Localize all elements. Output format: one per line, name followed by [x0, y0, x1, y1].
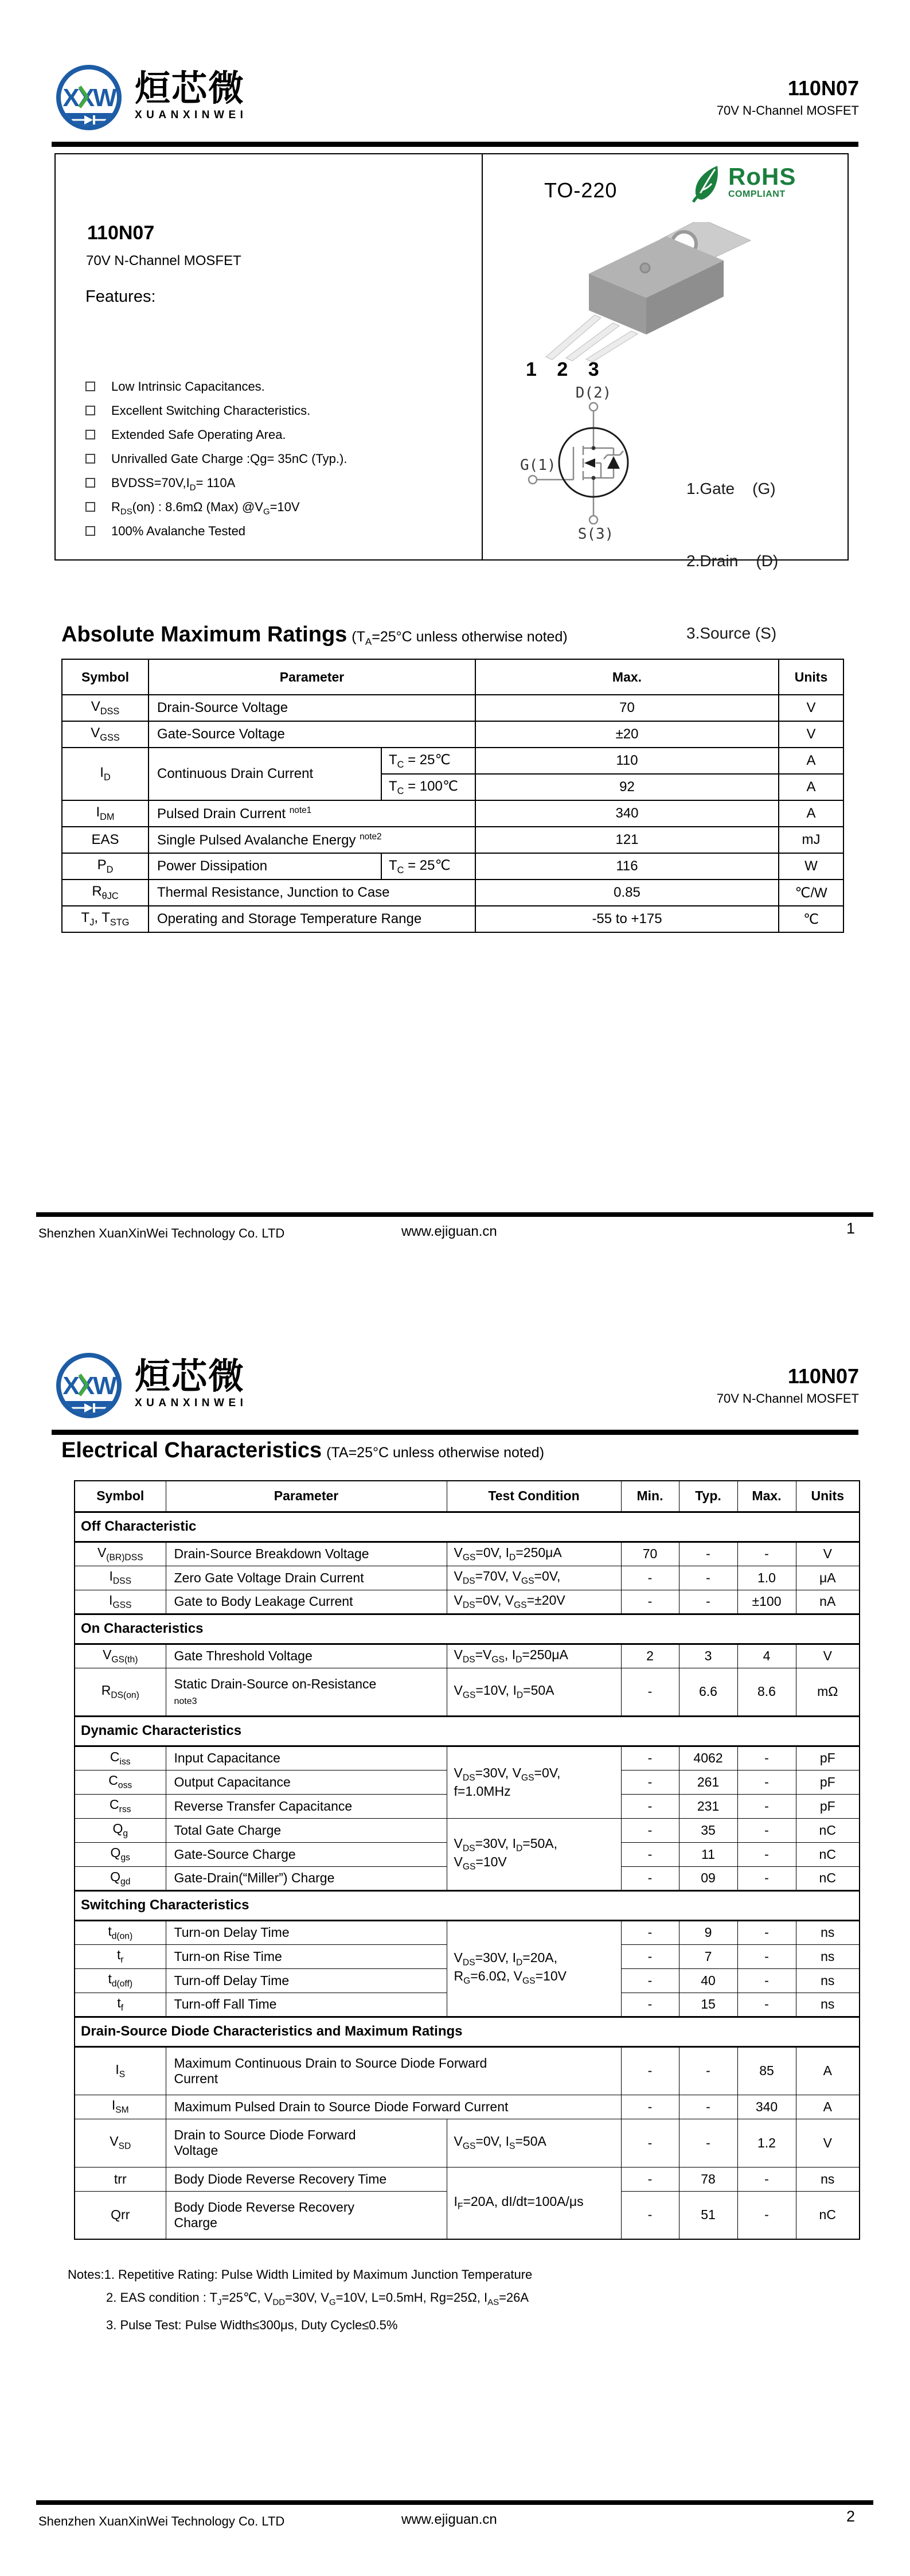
notes-block [68, 2263, 532, 2337]
col-header: Parameter [166, 1481, 447, 1512]
condition-cell: $V_{DS}=V_{GS}$, $I_D=250\mu A$ [447, 1644, 621, 1668]
max-cell: - [737, 1542, 796, 1566]
min-cell: - [621, 1770, 679, 1794]
symbol-cell: trr [75, 2167, 166, 2191]
parameter-cell: Single Pulsed Avalanche Energy $^{note2}$ [149, 827, 475, 853]
units-cell: nA [796, 1590, 860, 1614]
parameter-cell: Turn-off Delay Time [166, 1968, 447, 1993]
min-cell: - [621, 1668, 679, 1716]
feature-item [85, 403, 347, 427]
parameter-note: note3 [174, 1696, 197, 1706]
box-divider [482, 154, 483, 559]
symbol-cell: Qrr [75, 2191, 166, 2239]
checkbox-icon [85, 526, 95, 536]
pin-numbers-label: 1 2 3 [526, 359, 607, 380]
feature-text: Excellent Switching Characteristics. [111, 403, 311, 418]
max-cell: ±20 [475, 721, 779, 748]
brand-name-chinese: 烜芯微 [135, 1357, 245, 1396]
units-cell: ns [796, 1920, 860, 1944]
min-cell: - [621, 2167, 679, 2191]
min-cell: 70 [621, 1542, 679, 1566]
min-cell: - [621, 2046, 679, 2095]
units-cell: ℃ [779, 906, 843, 932]
company-logo [54, 1345, 247, 1426]
min-cell: - [621, 1968, 679, 1993]
symbol-cell: $Q_g$ [75, 1818, 166, 1842]
max-cell: 92 [475, 774, 779, 800]
box-part-number: 110N07 [87, 222, 155, 244]
col-header: Test Condition [447, 1481, 621, 1512]
feature-text: $R_{DS}(on)$ : 8.6mΩ (Max) $@V_G=10V$ [111, 500, 300, 517]
table-row [75, 1566, 860, 1590]
symbol-cell: $I_D$ [62, 748, 149, 800]
col-header: Max. [475, 659, 779, 695]
units-cell: μA [796, 1566, 860, 1590]
checkbox-icon [85, 430, 95, 439]
max-cell: 4 [737, 1644, 796, 1668]
leaf-icon [692, 165, 723, 203]
symbol-cell: EAS [62, 827, 149, 853]
max-cell: - [737, 1746, 796, 1770]
col-header: Min. [621, 1481, 679, 1512]
condition-cell: $I_F=20A$, dI/dt=100A/μs [447, 2167, 621, 2239]
typ-cell: 3 [679, 1644, 737, 1668]
page-number: 1 [846, 1220, 856, 1237]
parameter-cell: Body Diode Reverse Recovery Charge [166, 2191, 447, 2239]
units-cell: pF [796, 1746, 860, 1770]
table-row [62, 880, 843, 906]
feature-item [85, 476, 347, 500]
parameter-cell: Total Gate Charge [166, 1818, 447, 1842]
feature-text: 100% Avalanche Tested [111, 524, 246, 538]
table-row [62, 800, 843, 827]
brand-name-english: XUANXINWEI [135, 1397, 248, 1409]
symbol-cell: $V_{DSS}$ [62, 695, 149, 721]
typ-cell: 4062 [679, 1746, 737, 1770]
parameter-cell: Output Capacitance [166, 1770, 447, 1794]
table-row [75, 1644, 860, 1668]
min-cell: - [621, 1818, 679, 1842]
symbol-cell: $P_D$ [62, 853, 149, 880]
parameter-cell: Input Capacitance [166, 1746, 447, 1770]
symbol-cell: $C_{rss}$ [75, 1794, 166, 1818]
typ-cell: 7 [679, 1944, 737, 1968]
max-cell: 1.2 [737, 2119, 796, 2167]
max-cell: 110 [475, 748, 779, 774]
max-cell: - [737, 1818, 796, 1842]
condition-cell: $V_{DS}=30V$, $I_D=20A$, $R_G=6.0\Omega$, $V_{GS}=10V$ [447, 1920, 621, 2017]
max-cell: - [737, 2167, 796, 2191]
condition-cell: $T_C$ = 25℃ [381, 748, 475, 774]
to220-package-image [514, 222, 755, 372]
feature-item [85, 427, 347, 452]
symbol-cell: $R_{DS(on)}$ [75, 1668, 166, 1716]
units-cell: A [779, 748, 843, 774]
units-cell: nC [796, 2191, 860, 2239]
ec-section-heading [61, 1438, 544, 1463]
typ-cell: 35 [679, 1818, 737, 1842]
units-cell: mΩ [796, 1668, 860, 1716]
symbol-cell: $t_{d(off)}$ [75, 1968, 166, 1993]
note-line: 2. EAS condition : $T_J=25℃$, $V_{DD}=30V$, $V_G=10V$, L=0.5mH, Rg=25Ω, $I_{AS}=26A$ [106, 2290, 529, 2307]
header-title-block [717, 77, 859, 118]
units-cell: V [779, 695, 843, 721]
units-cell: A [796, 2046, 860, 2095]
parameter-cell: Body Diode Reverse Recovery Time [166, 2167, 447, 2191]
symbol-cell: $I_{SM}$ [75, 2095, 166, 2119]
mosfet-symbol-schematic [520, 384, 681, 550]
features-list [85, 379, 347, 548]
condition-cell: $T_C$ = 25℃ [381, 853, 475, 880]
table-row [75, 2095, 860, 2119]
typ-cell: 11 [679, 1842, 737, 1866]
typ-cell: - [679, 2046, 737, 2095]
units-cell: W [779, 853, 843, 880]
checkbox-icon [85, 406, 95, 415]
parameter-cell: Continuous Drain Current [149, 748, 381, 800]
part-family: 70V N-Channel MOSFET [716, 1391, 859, 1406]
box-part-family: 70V N-Channel MOSFET [86, 253, 241, 269]
max-cell: - [737, 1944, 796, 1968]
symbol-cell: $V_{GSS}$ [62, 721, 149, 748]
absolute-maximum-ratings-table [61, 659, 844, 933]
min-cell: - [621, 1866, 679, 1890]
max-cell: 340 [737, 2095, 796, 2119]
symbol-cell: $C_{iss}$ [75, 1746, 166, 1770]
table-row [75, 1590, 860, 1614]
symbol-cell: $V_{SD}$ [75, 2119, 166, 2167]
section-band-label: Switching Characteristics [75, 1890, 860, 1920]
package-name: TO-220 [544, 178, 618, 202]
min-cell: - [621, 1746, 679, 1770]
header-rule [52, 142, 858, 147]
feature-text: Unrivalled Gate Charge :Qg= 35nC (Typ.). [111, 452, 347, 466]
max-cell: - [737, 1770, 796, 1794]
parameter-cell: Turn-on Delay Time [166, 1920, 447, 1944]
section-band-label: Off Characteristic [75, 1512, 860, 1542]
col-header: Symbol [62, 659, 149, 695]
min-cell: - [621, 2191, 679, 2239]
rohs-subtitle: COMPLIANT [728, 189, 786, 199]
symbol-cell: $I_{DSS}$ [75, 1566, 166, 1590]
logo-letters: XXW [63, 1372, 115, 1400]
units-cell: A [796, 2095, 860, 2119]
condition-cell: $V_{DS}=30V$, $V_{GS}=0V$, f=1.0MHz [447, 1746, 621, 1818]
symbol-cell: $Q_{gd}$ [75, 1866, 166, 1890]
part-number: 110N07 [787, 76, 859, 100]
min-cell: 2 [621, 1644, 679, 1668]
min-cell: - [621, 1794, 679, 1818]
max-cell: 70 [475, 695, 779, 721]
table-row [62, 721, 843, 748]
units-cell: V [796, 2119, 860, 2167]
parameter-cell: Gate to Body Leakage Current [166, 1590, 447, 1614]
parameter-cell: Turn-on Rise Time [166, 1944, 447, 1968]
min-cell: - [621, 2095, 679, 2119]
typ-cell: 51 [679, 2191, 737, 2239]
table-row [75, 2046, 860, 2095]
footer-website: www.ejiguan.cn [401, 2512, 497, 2527]
footer-rule [36, 2500, 873, 2505]
table-row [62, 906, 843, 932]
symbol-cell: $I_{GSS}$ [75, 1590, 166, 1614]
brand-name-chinese: 烜芯微 [135, 69, 245, 108]
feature-item [85, 379, 347, 403]
parameter-cell: Drain to Source Diode Forward Voltage [166, 2119, 447, 2167]
max-cell: - [737, 1920, 796, 1944]
max-cell: -55 to +175 [475, 906, 779, 932]
part-number: 110N07 [787, 1364, 859, 1388]
part-family: 70V N-Channel MOSFET [716, 103, 859, 118]
parameter-cell: Gate-Drain(“Miller”) Charge [166, 1866, 447, 1890]
channel-arrow-icon [584, 458, 595, 468]
table-row [75, 1668, 860, 1716]
parameter-cell: Gate-Source Voltage [149, 721, 475, 748]
max-cell: - [737, 1866, 796, 1890]
note-line: Notes:1. Repetitive Rating: Pulse Width Limited by Maximum Junction Temperature [68, 2267, 533, 2282]
note-line: 3. Pulse Test: Pulse Width≤300μs, Duty Cycle≤0.5% [106, 2318, 398, 2333]
feature-item [85, 452, 347, 476]
company-logo [54, 57, 247, 138]
parameter-cell [166, 1668, 447, 1716]
parameter-text: Static Drain-Source on-Resistance [174, 1676, 377, 1691]
symbol-cell: $I_{DM}$ [62, 800, 149, 827]
condition-cell: $V_{DS}=70V$, $V_{GS}=0V$, [447, 1566, 621, 1590]
source-terminal-label: S(3) [577, 526, 614, 543]
parameter-cell: Pulsed Drain Current $^{note1}$ [149, 800, 475, 827]
typ-cell: - [679, 1566, 737, 1590]
logo-letters: XXW [63, 84, 115, 112]
parameter-cell: Gate-Source Charge [166, 1842, 447, 1866]
typ-cell: 78 [679, 2167, 737, 2191]
col-header: Symbol [75, 1481, 166, 1512]
symbol-cell: $V_{(BR)DSS}$ [75, 1542, 166, 1566]
symbol-cell: $Q_{gs}$ [75, 1842, 166, 1866]
units-cell: nC [796, 1818, 860, 1842]
min-cell: - [621, 1842, 679, 1866]
units-cell: nC [796, 1866, 860, 1890]
footer-website: www.ejiguan.cn [401, 1224, 497, 1239]
typ-cell: 15 [679, 1993, 737, 2017]
table-row [75, 1542, 860, 1566]
symbol-cell: $T_J$, $T_{STG}$ [62, 906, 149, 932]
units-cell: V [796, 1644, 860, 1668]
section-band-label: Dynamic Characteristics [75, 1716, 860, 1746]
brand-name-english: XUANXINWEI [135, 109, 248, 121]
min-cell: - [621, 1590, 679, 1614]
symbol-cell: $C_{oss}$ [75, 1770, 166, 1794]
units-cell: V [796, 1542, 860, 1566]
max-cell: 8.6 [737, 1668, 796, 1716]
symbol-cell: $R_{\theta JC}$ [62, 880, 149, 906]
max-cell: 121 [475, 827, 779, 853]
section-band-row [75, 1890, 860, 1920]
units-cell: A [779, 800, 843, 827]
max-cell: ±100 [737, 1590, 796, 1614]
pin-legend-item: 1.Gate (G) [686, 480, 776, 497]
footer-rule [36, 1212, 873, 1217]
table-row [75, 1746, 860, 1770]
section-band-row [75, 1614, 860, 1644]
col-header: Typ. [679, 1481, 737, 1512]
rohs-text [728, 165, 796, 199]
min-cell: - [621, 1566, 679, 1590]
checkbox-icon [85, 478, 95, 488]
col-header: Max. [737, 1481, 796, 1512]
footer-company: Shenzhen XuanXinWei Technology Co. LTD [38, 2514, 285, 2528]
max-cell: - [737, 1842, 796, 1866]
symbol-cell: $I_S$ [75, 2046, 166, 2095]
symbol-cell: $t_f$ [75, 1993, 166, 2017]
table-row [62, 827, 843, 853]
typ-cell: 231 [679, 1794, 737, 1818]
condition-cell: $V_{DS}=30V$, $I_D=50A$, $V_{GS}=10V$ [447, 1818, 621, 1890]
feature-text: Low Intrinsic Capacitances. [111, 379, 265, 394]
symbol-cell: $t_{d(on)}$ [75, 1920, 166, 1944]
pin-legend [686, 429, 778, 694]
table-row [62, 748, 843, 774]
feature-text: $BVDSS=70V,I_D= 110A$ [111, 476, 236, 493]
max-cell: 340 [475, 800, 779, 827]
typ-cell: 9 [679, 1920, 737, 1944]
typ-cell: 09 [679, 1866, 737, 1890]
logo-text [135, 1345, 247, 1426]
feature-text: Extended Safe Operating Area. [111, 427, 286, 442]
max-cell: - [737, 1993, 796, 2017]
units-cell: pF [796, 1794, 860, 1818]
max-cell: 85 [737, 2046, 796, 2095]
table-row [62, 853, 843, 880]
parameter-cell: Thermal Resistance, Junction to Case [149, 880, 475, 906]
logo-mark-icon [54, 57, 127, 138]
section-condition: ($T_A=25^\circ C$ unless otherwise noted) [351, 629, 568, 647]
parameter-cell: Turn-off Fall Time [166, 1993, 447, 2017]
units-cell: pF [796, 1770, 860, 1794]
section-title: Electrical Characteristics [61, 1438, 322, 1462]
feature-item [85, 524, 347, 548]
parameter-cell: Reverse Transfer Capacitance [166, 1794, 447, 1818]
pin-legend-item: 3.Source (S) [686, 624, 777, 642]
parameter-cell: Maximum Continuous Drain to Source Diode Forward Current [166, 2046, 621, 2095]
features-title: Features: [85, 287, 156, 306]
typ-cell: 261 [679, 1770, 737, 1794]
parameter-cell: Maximum Pulsed Drain to Source Diode Forward Current [166, 2095, 621, 2119]
table-row [62, 695, 843, 721]
min-cell: - [621, 1944, 679, 1968]
col-header: Units [796, 1481, 860, 1512]
logo-text [135, 57, 247, 138]
checkbox-icon [85, 502, 95, 512]
table-row [75, 1818, 860, 1842]
typ-cell: 6.6 [679, 1668, 737, 1716]
electrical-characteristics-table [74, 1480, 860, 2240]
parameter-cell: Power Dissipation [149, 853, 381, 880]
section-band-row [75, 1716, 860, 1746]
parameter-cell: Gate Threshold Voltage [166, 1644, 447, 1668]
typ-cell: - [679, 1542, 737, 1566]
units-cell: ns [796, 1944, 860, 1968]
drain-terminal-label: D(2) [575, 384, 612, 402]
max-cell: 116 [475, 853, 779, 880]
condition-cell: $T_C$ = 100℃ [381, 774, 475, 800]
units-cell: ns [796, 2167, 860, 2191]
table-row [75, 2167, 860, 2191]
pin-legend-item: 2.Drain (D) [686, 552, 779, 570]
section-band-row [75, 2017, 860, 2046]
header-rule [52, 1430, 858, 1435]
feature-item [85, 500, 347, 524]
min-cell: - [621, 2119, 679, 2167]
units-cell: nC [796, 1842, 860, 1866]
checkbox-icon [85, 454, 95, 464]
condition-cell: $V_{DS}=0V$, $V_{GS}=\pm 20V$ [447, 1590, 621, 1614]
body-diode-icon [607, 456, 620, 469]
logo-mark-icon [54, 1345, 127, 1426]
parameter-cell: Zero Gate Voltage Drain Current [166, 1566, 447, 1590]
gate-terminal-label: G(1) [520, 457, 556, 474]
typ-cell: - [679, 2119, 737, 2167]
table-row [75, 1920, 860, 1944]
section-band-label: Drain-Source Diode Characteristics and Maximum Ratings [75, 2017, 860, 2046]
rohs-logo [692, 165, 796, 203]
condition-cell: $V_{GS}=0V$, $I_S=50A$ [447, 2119, 621, 2167]
symbol-cell: $t_r$ [75, 1944, 166, 1968]
condition-cell: $V_{GS}=10V$, $I_D=50A$ [447, 1668, 621, 1716]
units-cell: A [779, 774, 843, 800]
max-cell: - [737, 2191, 796, 2239]
header-title-block [717, 1365, 859, 1406]
section-band-label: On Characteristics [75, 1614, 860, 1644]
max-cell: 1.0 [737, 1566, 796, 1590]
symbol-cell: $V_{GS(th)}$ [75, 1644, 166, 1668]
min-cell: - [621, 1993, 679, 2017]
units-cell: mJ [779, 827, 843, 853]
min-cell: - [621, 1920, 679, 1944]
typ-cell: 40 [679, 1968, 737, 1993]
section-band-row [75, 1512, 860, 1542]
section-title: Absolute Maximum Ratings [61, 622, 347, 647]
col-header: Units [779, 659, 843, 695]
parameter-cell: Drain-Source Voltage [149, 695, 475, 721]
units-cell: V [779, 721, 843, 748]
units-cell: ns [796, 1993, 860, 2017]
footer-company: Shenzhen XuanXinWei Technology Co. LTD [38, 1226, 285, 1240]
amr-section-heading [61, 622, 568, 648]
page-2 [0, 1288, 910, 2576]
condition-cell: $V_{GS}=0V$, $I_D=250\mu A$ [447, 1542, 621, 1566]
units-cell: ns [796, 1968, 860, 1993]
table-header-row [62, 659, 843, 695]
col-header: Parameter [149, 659, 475, 695]
table-row [75, 2119, 860, 2167]
typ-cell: - [679, 1590, 737, 1614]
rohs-title: RoHS [728, 163, 796, 190]
table-header-row [75, 1481, 860, 1512]
parameter-cell: Operating and Storage Temperature Range [149, 906, 475, 932]
max-cell: 0.85 [475, 880, 779, 906]
max-cell: - [737, 1968, 796, 1993]
page-number: 2 [846, 2508, 856, 2525]
units-cell: ℃/W [779, 880, 843, 906]
parameter-cell: Drain-Source Breakdown Voltage [166, 1542, 447, 1566]
section-condition: (TA=25°C unless otherwise noted) [326, 1445, 545, 1461]
max-cell: - [737, 1794, 796, 1818]
checkbox-icon [85, 382, 95, 391]
typ-cell: - [679, 2095, 737, 2119]
